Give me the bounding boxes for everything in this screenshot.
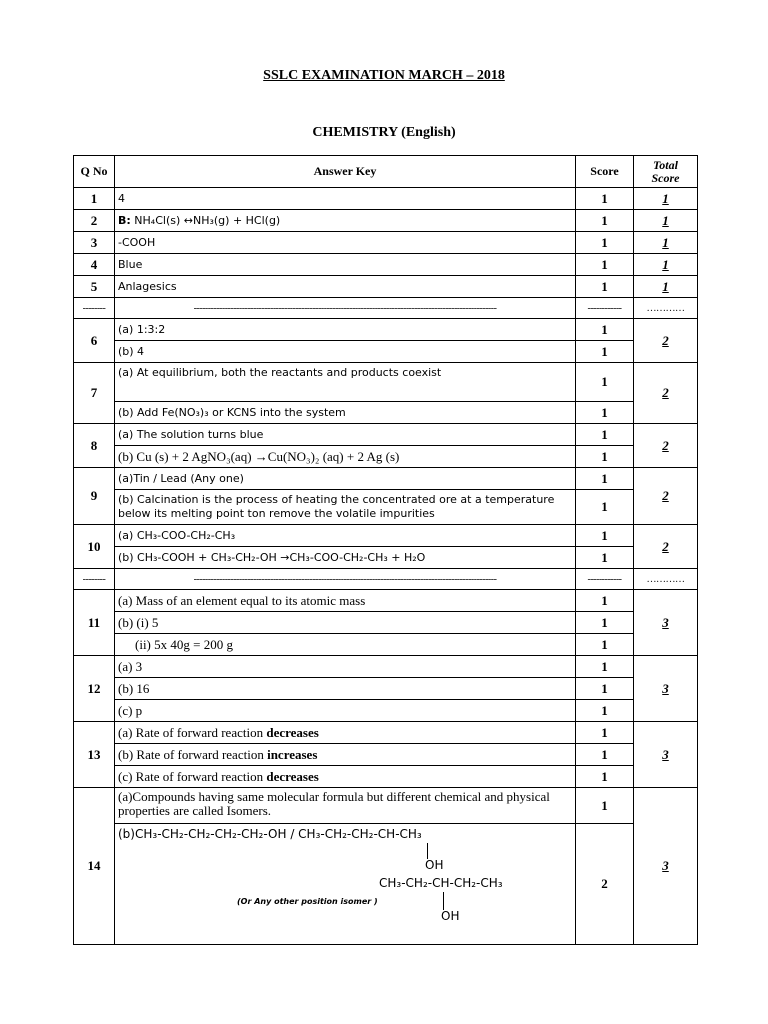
table-row — [74, 525, 698, 547]
separator-cell: ………… — [634, 298, 698, 319]
table-row — [74, 678, 698, 700]
score-cell: 1 — [576, 232, 634, 254]
table-row — [74, 547, 698, 569]
answer-cell: (a) Mass of an element equal to its atomic mass — [115, 590, 576, 612]
answer-header: Answer Key — [115, 156, 576, 188]
table-row — [74, 276, 698, 298]
total-cell: 3 — [634, 656, 698, 722]
score-cell: 1 — [576, 254, 634, 276]
table-row — [74, 612, 698, 634]
answer-cell: (a)Tin / Lead (Any one) — [115, 468, 576, 490]
score-cell: 1 — [576, 424, 634, 446]
table-row — [74, 254, 698, 276]
answer-cell: (b) 4 — [115, 341, 576, 363]
hydroxyl-group: OH — [425, 858, 444, 872]
answer-cell: (b) CH₃-COOH + CH₃-CH₂-OH →CH₃-COO-CH₂-CH₃ + H₂O — [115, 547, 576, 569]
score-cell: 2 — [576, 824, 634, 945]
answer-cell: (a)Compounds having same molecular formula but different chemical and physical properties are called Isomers. — [115, 788, 576, 824]
header-row — [74, 156, 698, 188]
total-cell: 1 — [634, 188, 698, 210]
score-cell: 1 — [576, 744, 634, 766]
table-row — [74, 424, 698, 446]
answer-cell: (a) The solution turns blue — [115, 424, 576, 446]
score-cell: 1 — [576, 788, 634, 824]
score-cell: 1 — [576, 402, 634, 424]
total-header: Total Score — [634, 156, 698, 188]
separator-cell: ------------ — [576, 569, 634, 590]
total-cell: 2 — [634, 319, 698, 363]
question-number: 4 — [74, 254, 115, 276]
table-row — [74, 590, 698, 612]
table-row — [74, 363, 698, 402]
table-row — [74, 210, 698, 232]
question-number: 2 — [74, 210, 115, 232]
total-cell: 1 — [634, 232, 698, 254]
answer-cell: B: NH₄Cl(s) ↔NH₃(g) + HCl(g) — [115, 210, 576, 232]
answer-cell: (a) 3 — [115, 656, 576, 678]
total-cell: 2 — [634, 468, 698, 525]
answer-cell: (c) p — [115, 700, 576, 722]
answer-cell: (c) Rate of forward reaction decreases — [115, 766, 576, 788]
total-cell: 1 — [634, 210, 698, 232]
isomer-note: (Or Any other position isomer ) — [237, 897, 378, 906]
table-row — [74, 341, 698, 363]
table-row — [74, 788, 698, 824]
answer-cell: (a) CH₃-COO-CH₂-CH₃ — [115, 525, 576, 547]
table-row — [74, 490, 698, 525]
answer-cell: Anlagesics — [115, 276, 576, 298]
total-cell: 1 — [634, 254, 698, 276]
hydroxyl-group: OH — [441, 909, 460, 923]
question-number: 6 — [74, 319, 115, 363]
score-cell: 1 — [576, 525, 634, 547]
bond-line — [443, 892, 444, 910]
separator-cell: ----------------------------------------------------------------------------------------------------------- — [115, 569, 576, 590]
separator-cell: -------- — [74, 569, 115, 590]
score-cell: 1 — [576, 276, 634, 298]
isomer-structures — [115, 824, 575, 944]
score-header: Score — [576, 156, 634, 188]
answer-key-table — [73, 155, 698, 945]
question-number: 5 — [74, 276, 115, 298]
score-cell: 1 — [576, 210, 634, 232]
separator-row — [74, 569, 698, 590]
separator-cell: ………… — [634, 569, 698, 590]
score-cell: 1 — [576, 490, 634, 525]
table-row — [74, 468, 698, 490]
table-row — [74, 656, 698, 678]
total-cell: 3 — [634, 590, 698, 656]
question-number: 12 — [74, 656, 115, 722]
table-row — [74, 824, 698, 945]
answer-cell: (a) At equilibrium, both the reactants and products coexist — [115, 363, 576, 402]
answer-cell: (b) Calcination is the process of heating the concentrated ore at a temperature below its melting point ton remove the volatile impurities — [115, 490, 576, 525]
answer-cell — [115, 824, 576, 945]
separator-cell: ----------------------------------------------------------------------------------------------------------- — [115, 298, 576, 319]
answer-cell: (a) Rate of forward reaction decreases — [115, 722, 576, 744]
answer-cell: (b) Add Fe(NO₃)₃ or KCNS into the system — [115, 402, 576, 424]
question-number: 1 — [74, 188, 115, 210]
table-row — [74, 319, 698, 341]
score-cell: 1 — [576, 766, 634, 788]
score-cell: 1 — [576, 634, 634, 656]
total-cell: 3 — [634, 788, 698, 945]
table-row — [74, 700, 698, 722]
answer-cell: Blue — [115, 254, 576, 276]
answer-cell: (b) (i) 5 — [115, 612, 576, 634]
score-cell: 1 — [576, 188, 634, 210]
score-cell: 1 — [576, 547, 634, 569]
question-number: 9 — [74, 468, 115, 525]
isomer-formula-2: CH₃-CH₂-CH-CH₂-CH₃ — [379, 876, 503, 890]
table-row — [74, 232, 698, 254]
question-number: 14 — [74, 788, 115, 945]
question-number: 13 — [74, 722, 115, 788]
separator-cell: -------- — [74, 298, 115, 319]
score-cell: 1 — [576, 656, 634, 678]
subject-title: CHEMISTRY (English) — [312, 125, 456, 140]
score-cell: 1 — [576, 319, 634, 341]
total-cell: 2 — [634, 363, 698, 424]
qno-header: Q No — [74, 156, 115, 188]
table-row — [74, 402, 698, 424]
score-cell: 1 — [576, 678, 634, 700]
question-number: 7 — [74, 363, 115, 424]
question-number: 11 — [74, 590, 115, 656]
question-number: 3 — [74, 232, 115, 254]
total-cell: 1 — [634, 276, 698, 298]
table-row — [74, 446, 698, 468]
score-cell: 1 — [576, 341, 634, 363]
separator-cell: ------------ — [576, 298, 634, 319]
total-cell: 2 — [634, 424, 698, 468]
bond-line — [427, 843, 428, 859]
score-cell: 1 — [576, 590, 634, 612]
score-cell: 1 — [576, 363, 634, 402]
score-cell: 1 — [576, 468, 634, 490]
score-cell: 1 — [576, 700, 634, 722]
table-row — [74, 766, 698, 788]
table-row — [74, 634, 698, 656]
question-number: 8 — [74, 424, 115, 468]
table-row — [74, 188, 698, 210]
score-cell: 1 — [576, 612, 634, 634]
answer-cell: -COOH — [115, 232, 576, 254]
isomer-formula-1: (b)CH₃-CH₂-CH₂-CH₂-CH₂-OH / CH₃-CH₂-CH₂-CH-CH₃ — [118, 827, 422, 841]
separator-row — [74, 298, 698, 319]
answer-cell: (b) Cu (s) + 2 AgNO₃(aq) →Cu(NO₃)₂ (aq) + 2 Ag (s) — [115, 446, 576, 468]
answer-cell: (b) Rate of forward reaction increases — [115, 744, 576, 766]
answer-cell: 4 — [115, 188, 576, 210]
table-row — [74, 744, 698, 766]
score-cell: 1 — [576, 722, 634, 744]
total-cell: 2 — [634, 525, 698, 569]
exam-title: SSLC EXAMINATION MARCH – 2018 — [263, 68, 505, 83]
answer-cell: (ii) 5x 40g = 200 g — [115, 634, 576, 656]
question-number: 10 — [74, 525, 115, 569]
table-row — [74, 722, 698, 744]
answer-cell: (a) 1:3:2 — [115, 319, 576, 341]
answer-cell: (b) 16 — [115, 678, 576, 700]
total-cell: 3 — [634, 722, 698, 788]
score-cell: 1 — [576, 446, 634, 468]
